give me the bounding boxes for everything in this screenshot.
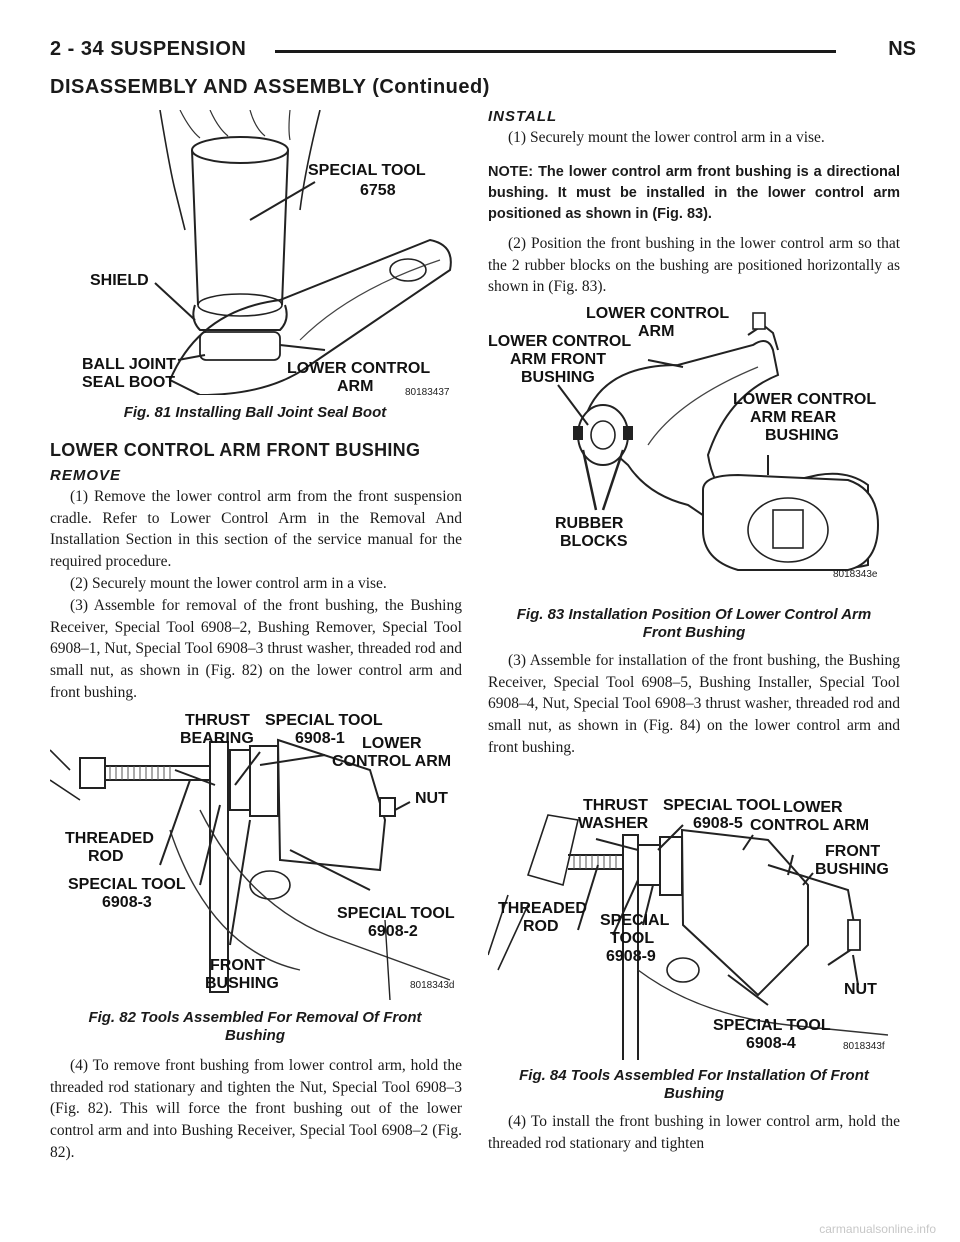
install-step-4: (4) To install the front bushing in lower control arm, hold the threaded rod stationary and tighten [488, 1113, 900, 1152]
label-front: FRONT [825, 843, 881, 860]
label-nut: NUT [844, 981, 877, 998]
label-special-tool-4: SPECIAL TOOL [713, 1017, 831, 1034]
remove-step-4: (4) To remove front bushing from lower control arm, hold the threaded rod stationary and tighten the Nut, Special Tool 6908–3 (Fig. 82). This will force the front bushing out of the lower control arm and into Bushing Receiver, Special Tool 6908–2 (Fig. 82). [50, 1057, 462, 1161]
page-header [50, 38, 916, 62]
fig-81-illustration [50, 110, 460, 398]
label-arm-rear: ARM REAR [750, 409, 837, 426]
fig-84-illustration [488, 795, 900, 1060]
label-bushing: BUSHING [815, 861, 889, 878]
fig-83-caption-line-2: Front Bushing [642, 624, 746, 641]
label-arm-front: ARM FRONT [510, 351, 606, 368]
install-step-1: (1) Securely mount the lower control arm in a vise. [508, 129, 825, 146]
label-tool-number: 6758 [360, 182, 396, 199]
label-bushing-rear: BUSHING [765, 427, 839, 444]
label-tool-6908-2: 6908-2 [368, 923, 418, 940]
section-title: LOWER CONTROL ARM FRONT BUSHING [50, 440, 421, 460]
label-tool-6908-4: 6908-4 [746, 1035, 796, 1052]
label-lower-control-3: LOWER CONTROL [733, 391, 877, 408]
label-lower: LOWER [783, 799, 843, 816]
label-rod: ROD [523, 918, 559, 935]
label-lower-control-1: LOWER CONTROL [586, 305, 730, 322]
fig-83-caption-line-1: Fig. 83 Installation Position Of Lower Control Arm [516, 606, 872, 623]
install-step-3: (3) Assemble for installation of the front bushing, the Bushing Receiver, Special Tool 6908–5, Bushing Installer, Special Tool 6908–4, Nut, Special Tool 6908–3 thrust washer, threaded rod and small nut, as shown in (Fig. 84) on the lower control arm and front bushing. [488, 652, 900, 756]
label-special-tool-1: SPECIAL TOOL [265, 712, 383, 729]
label-lower: LOWER [362, 735, 422, 752]
label-tool-6908-9: 6908-9 [606, 948, 656, 965]
figure-id: 8018343f [843, 1041, 885, 1052]
fig-81-caption: Fig. 81 Installing Ball Joint Seal Boot [123, 404, 387, 421]
header-rule [275, 50, 836, 53]
remove-step-2: (2) Securely mount the lower control arm in a vise. [70, 575, 387, 592]
watermark-footer: carmanualsonline.info [819, 1222, 936, 1236]
label-rod: ROD [88, 848, 124, 865]
label-threaded: THREADED [65, 830, 154, 847]
label-bushing: BUSHING [205, 975, 279, 992]
figure-id: 8018343d [410, 980, 455, 991]
label-seal-boot: SEAL BOOT [82, 374, 176, 391]
label-thrust: THRUST [583, 797, 648, 814]
label-shield: SHIELD [90, 272, 149, 289]
fig-83-illustration [488, 305, 900, 585]
label-thrust: THRUST [185, 712, 250, 729]
label-nut: NUT [415, 790, 448, 807]
label-control-arm: CONTROL ARM [332, 753, 452, 770]
label-special: SPECIAL [600, 912, 670, 929]
label-blocks: BLOCKS [560, 533, 628, 550]
label-threaded: THREADED [498, 900, 587, 917]
label-ball-joint: BALL JOINT [82, 356, 176, 373]
fig-82-illustration [50, 710, 460, 1000]
label-special-tool: SPECIAL TOOL [308, 162, 426, 179]
install-note: NOTE: The lower control arm front bushing is a directional bushing. It must be installed in the lower control arm positioned as shown in (Fig. 83). [488, 164, 900, 222]
fig-81-drawing [50, 110, 460, 395]
figure-id: 8018343e [833, 569, 878, 580]
figure-id: 80183437 [405, 387, 450, 398]
label-special-tool-2: SPECIAL TOOL [337, 905, 455, 922]
remove-title: REMOVE [50, 467, 122, 484]
fig-84-caption-line-1: Fig. 84 Tools Assembled For Installation Of Front [519, 1067, 869, 1084]
label-bearing: BEARING [180, 730, 254, 747]
label-front: FRONT [210, 957, 266, 974]
remove-step-1: (1) Remove the lower control arm from the front suspension cradle. Refer to Lower Control Arm in the Removal And Installation Section in this section of the service manual for the required procedure. [50, 488, 462, 571]
fig-82-caption-line-1: Fig. 82 Tools Assembled For Removal Of Front [88, 1009, 422, 1026]
fig-84-caption-line-2: Bushing [664, 1085, 724, 1102]
label-bushing-front: BUSHING [521, 369, 595, 386]
continued-heading: DISASSEMBLY AND ASSEMBLY (Continued) [50, 76, 490, 98]
remove-step-3: (3) Assemble for removal of the front bushing, the Bushing Receiver, Special Tool 6908–2, Bushing Remover, Special Tool 6908–1, Nut, Special Tool 6908–3 thrust washer, threaded rod and small nut, as shown in (Fig. 82) on the lower control arm and front bushing. [50, 597, 462, 701]
fig-82-caption-line-2: Bushing [225, 1027, 285, 1044]
label-lower-control-2: LOWER CONTROL [488, 333, 632, 350]
label-arm: ARM [337, 378, 374, 395]
label-special-tool-5: SPECIAL TOOL [663, 797, 781, 814]
manual-code: NS [888, 38, 916, 60]
label-special-tool-3: SPECIAL TOOL [68, 876, 186, 893]
label-tool-6908-5: 6908-5 [693, 815, 743, 832]
install-step-2: (2) Position the front bushing in the lower control arm so that the 2 rubber blocks on the bushing are positioned horizontally as shown in (Fig. 83). [488, 235, 900, 296]
label-lower-control: LOWER CONTROL [287, 360, 431, 377]
label-tool-6908-3: 6908-3 [102, 894, 152, 911]
label-tool-6908-1: 6908-1 [295, 730, 345, 747]
page-number-section: 2 - 34 SUSPENSION [50, 38, 247, 60]
label-arm-1: ARM [638, 323, 675, 340]
label-control-arm: CONTROL ARM [750, 817, 870, 834]
label-washer: WASHER [578, 815, 649, 832]
label-rubber: RUBBER [555, 515, 624, 532]
label-tool: TOOL [610, 930, 655, 947]
install-title: INSTALL [488, 108, 558, 125]
